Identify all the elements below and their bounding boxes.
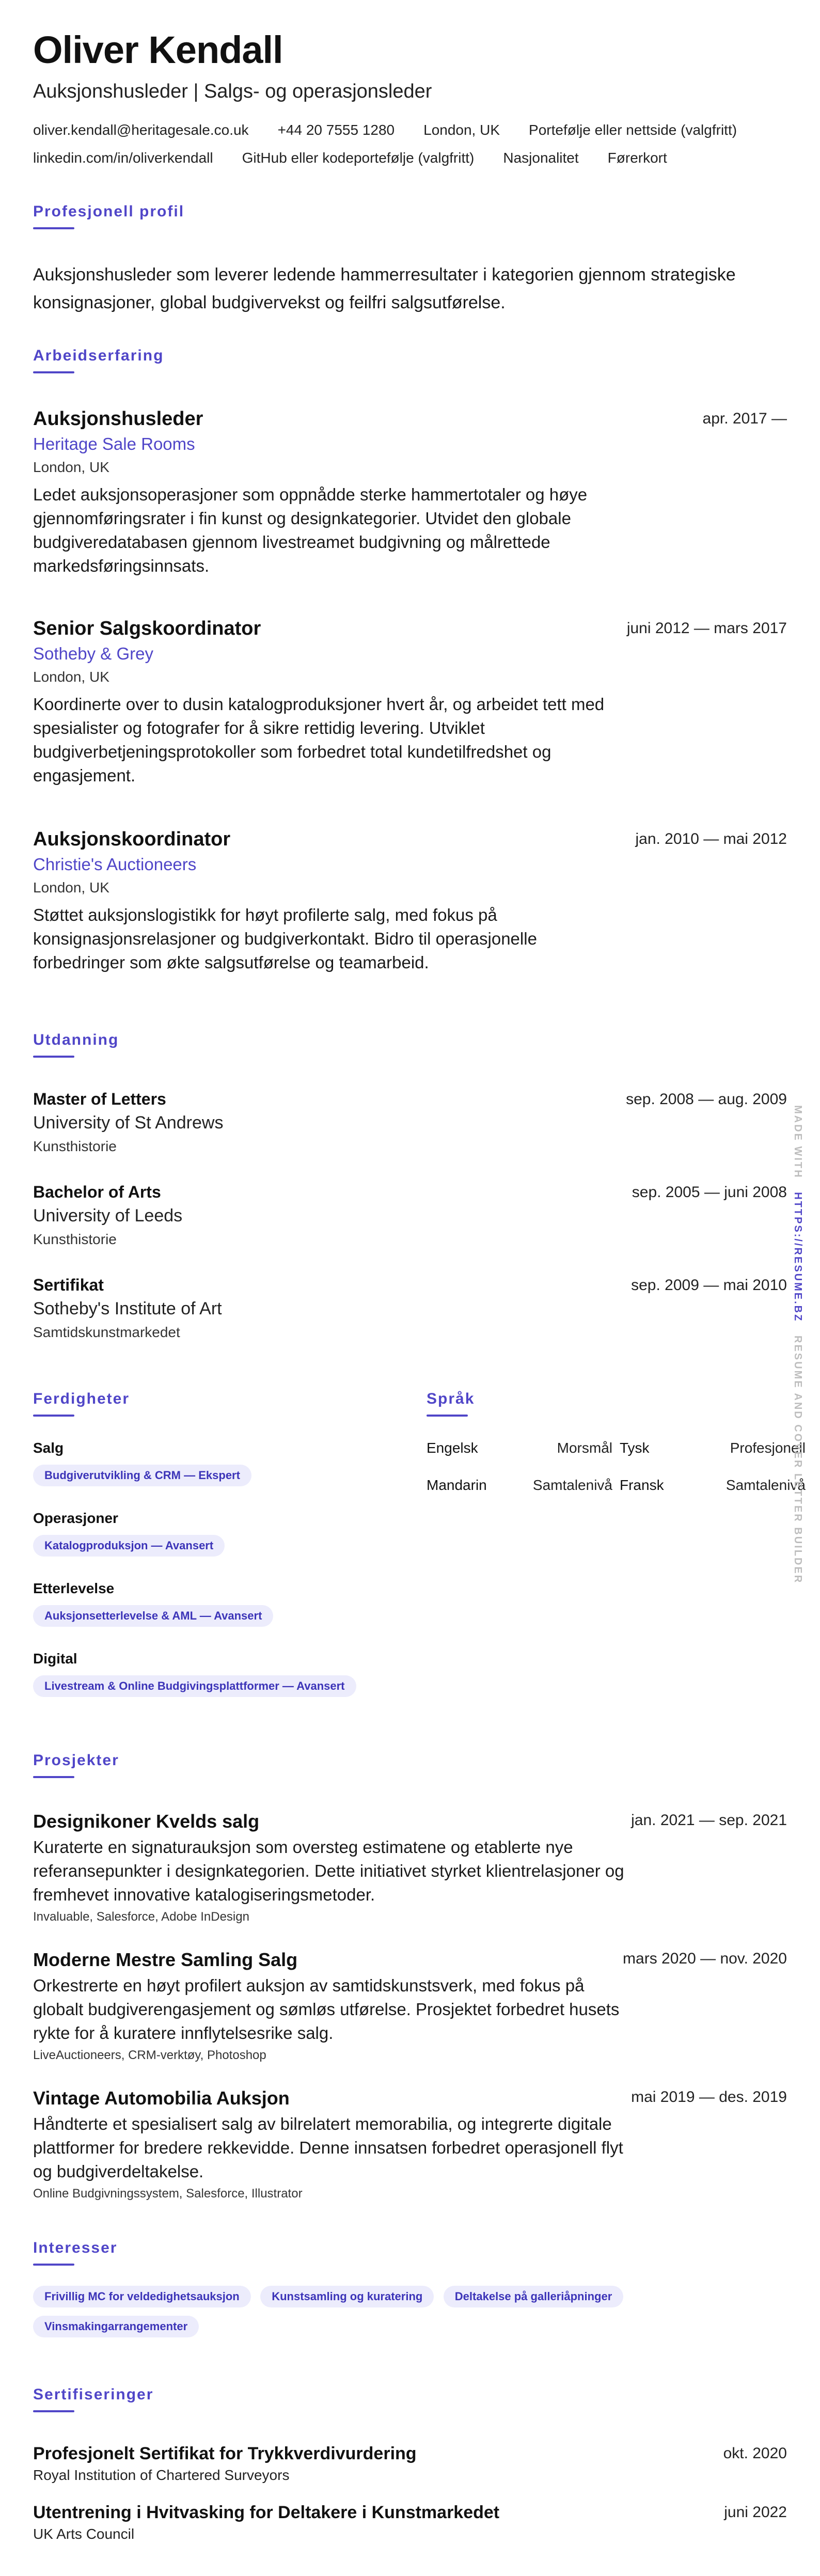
- interest-chip: Deltakelse på galleriåpninger: [444, 2286, 623, 2307]
- made-with-prefix: MADE WITH: [792, 1105, 803, 1179]
- language-item: [427, 1440, 612, 1456]
- study-area: Kunsthistorie: [33, 1138, 117, 1154]
- skill-group: [33, 1651, 415, 1697]
- certification-title: Profesjonelt Sertifikat for Trykkverdivurdering: [33, 2444, 417, 2463]
- section-title-interests: Interesser: [33, 2239, 118, 2256]
- degree-title: Master of Letters: [33, 1090, 166, 1108]
- location-text: London, UK: [423, 122, 500, 138]
- job-title: Auksjonskoordinator: [33, 828, 231, 850]
- section-title-languages: Språk: [427, 1390, 475, 1407]
- language-level: Samtalenivå: [726, 1477, 806, 1493]
- phone-link[interactable]: +44 20 7555 1280: [277, 122, 395, 138]
- section-divider: [33, 2410, 74, 2412]
- project-keywords: Invaluable, Salesforce, Adobe InDesign: [33, 1910, 249, 1924]
- degree-title: Sertifikat: [33, 1276, 104, 1294]
- skill-category: Salg: [33, 1440, 64, 1456]
- job-dates: juni 2012 — mars 2017: [626, 620, 787, 637]
- project-dates: mars 2020 — nov. 2020: [623, 1950, 787, 1967]
- language-name: Mandarin: [427, 1477, 487, 1493]
- skill-category: Operasjoner: [33, 1510, 118, 1526]
- institution-name: Sotheby's Institute of Art: [33, 1299, 222, 1318]
- license-text: Førerkort: [607, 150, 667, 166]
- job-summary: Støttet auksjonslogistikk for høyt profilerte salg, med fokus på konsignasjonsrelasjoner og budgiverkontakt. Bidro til operasjonelle forbedringer som økte salgsutførelse og teamarbeid.: [33, 905, 537, 972]
- project-keywords: Online Budgivningssystem, Salesforce, Illustrator: [33, 2187, 303, 2201]
- github-link[interactable]: GitHub eller kodeportefølje (valgfritt): [242, 150, 475, 166]
- interest-chip: Frivillig MC for veldedighetsauksjon: [33, 2286, 251, 2307]
- skill-chip: Katalogproduksjon — Avansert: [33, 1535, 225, 1557]
- certification-date: okt. 2020: [723, 2445, 787, 2462]
- experience-item: [33, 828, 787, 975]
- section-divider: [33, 1056, 74, 1058]
- job-title: Auksjonshusleder: [33, 408, 203, 430]
- certification-date: juni 2022: [724, 2504, 787, 2521]
- job-location: London, UK: [33, 879, 109, 896]
- project-dates: mai 2019 — des. 2019: [631, 2088, 787, 2106]
- section-title-certifications: Sertifiseringer: [33, 2386, 154, 2403]
- section-divider: [33, 227, 74, 229]
- job-summary: Ledet auksjonsoperasjoner som oppnådde sterke hammertotaler og høye gjennomføringsrater i fin kunst og designkategorier. Utvidet den globale budgiveredatabasen gjennom livestreamet budgivning og målrettede markedsføringsinnsats.: [33, 485, 588, 575]
- project-title: Designikoner Kvelds salg: [33, 1811, 260, 1832]
- degree-title: Bachelor of Arts: [33, 1183, 161, 1201]
- profile-summary: Auksjonshusleder som leverer ledende hammerresultater i kategorien gjennom strategiske konsignasjoner, global budgivervekst og feilfri salgsutførelse.: [33, 265, 736, 312]
- job-title: Senior Salgskoordinator: [33, 618, 261, 639]
- project-summary: Håndterte et spesialisert salg av bilrelatert memorabilia, og integrerte digitale plattformer for bredere rekkevidde. Denne innsatsen forbedret operasjonell flyt og budgiverdeltakelse.: [33, 2114, 623, 2181]
- education-dates: sep. 2009 — mai 2010: [631, 1277, 787, 1294]
- language-item: [620, 1477, 806, 1494]
- contact-row: [33, 150, 787, 166]
- job-dates: apr. 2017 —: [702, 410, 787, 427]
- job-location: London, UK: [33, 669, 109, 685]
- email-link[interactable]: oliver.kendall@heritagesale.co.uk: [33, 122, 249, 138]
- skill-chip: Livestream & Online Budgivingsplattformer — Avansert: [33, 1675, 356, 1697]
- section-divider: [427, 1415, 468, 1417]
- skill-chip: Auksjonsetterlevelse & AML — Avansert: [33, 1605, 273, 1627]
- company-name: Christie's Auctioneers: [33, 855, 197, 874]
- section-title-skills: Ferdigheter: [33, 1390, 130, 1407]
- interests-list: [33, 2277, 787, 2337]
- made-with-note: [792, 1105, 803, 1584]
- language-item: [427, 1477, 612, 1494]
- study-area: Samtidskunstmarkedet: [33, 1324, 180, 1340]
- language-item: [620, 1440, 806, 1456]
- section-divider: [33, 1415, 74, 1417]
- nationality-text: Nasjonalitet: [503, 150, 579, 166]
- institution-name: University of Leeds: [33, 1206, 183, 1226]
- experience-item: [33, 618, 787, 788]
- project-title: Vintage Automobilia Auksjon: [33, 2087, 290, 2109]
- candidate-name: Oliver Kendall: [33, 28, 283, 71]
- education-dates: sep. 2008 — aug. 2009: [626, 1091, 787, 1108]
- section-divider: [33, 1776, 74, 1778]
- certification-issuer: UK Arts Council: [33, 2526, 135, 2542]
- language-name: Fransk: [620, 1477, 664, 1493]
- contact-info: [33, 122, 787, 178]
- company-name: Sotheby & Grey: [33, 644, 153, 663]
- section-title-education: Utdanning: [33, 1031, 119, 1048]
- certification-title: Utentrening i Hvitvasking for Deltakere i Kunstmarkedet: [33, 2503, 500, 2522]
- language-name: Engelsk: [427, 1440, 478, 1456]
- project-summary: Orkestrerte en høyt profilert auksjon av samtidskunstsverk, med fokus på globalt budgiverengasjement og sømløs utførelse. Prosjektet forbedret husets rykte for å kuratere innflytelsesrike salg.: [33, 1976, 620, 2043]
- skill-category: Digital: [33, 1651, 77, 1667]
- made-with-suffix: RESUME AND COVER LETTER BUILDER: [792, 1336, 803, 1584]
- certification-issuer: Royal Institution of Chartered Surveyors: [33, 2467, 290, 2483]
- contact-row: [33, 122, 787, 138]
- education-item: [33, 1090, 787, 1155]
- interest-chip: Vinsmakingarrangementer: [33, 2316, 199, 2337]
- project-keywords: LiveAuctioneers, CRM-verktøy, Photoshop: [33, 2048, 266, 2062]
- language-level: Profesjonell: [730, 1440, 806, 1456]
- project-item: [33, 1811, 787, 1924]
- section-divider: [33, 2264, 74, 2266]
- candidate-headline: Auksjonshusleder | Salgs- og operasjonsleder: [33, 81, 432, 102]
- certification-item: [33, 2444, 787, 2484]
- education-item: [33, 1276, 787, 1341]
- language-name: Tysk: [620, 1440, 650, 1456]
- section-divider: [33, 371, 74, 373]
- institution-name: University of St Andrews: [33, 1113, 224, 1133]
- job-location: London, UK: [33, 459, 109, 475]
- language-level: Samtalenivå: [532, 1477, 612, 1493]
- portfolio-link[interactable]: Portefølje eller nettside (valgfritt): [529, 122, 737, 138]
- project-summary: Kuraterte en signaturauksjon som oversteg estimatene og etablerte nye referansepunkter i designkategorien. Dette initiativet styrket klientrelasjoner og fremhevet innovative katalogiseringsmetoder.: [33, 1837, 624, 1904]
- job-summary: Koordinerte over to dusin katalogproduksjoner hvert år, og arbeidet tett med spesialister og fotografer for å sikre rettidig levering. Utviklet budgiverbetjeningsprotokoller som forbedret total kundetilfredshet og engasjement.: [33, 695, 605, 785]
- company-name: Heritage Sale Rooms: [33, 434, 195, 453]
- linkedin-link[interactable]: linkedin.com/in/oliverkendall: [33, 150, 213, 166]
- skill-chip: Budgiverutvikling & CRM — Ekspert: [33, 1465, 251, 1486]
- skill-category: Etterlevelse: [33, 1580, 115, 1596]
- project-title: Moderne Mestre Samling Salg: [33, 1949, 298, 1970]
- resume-bz-link[interactable]: HTTPS://RESUME.BZ: [792, 1192, 803, 1323]
- job-dates: jan. 2010 — mai 2012: [635, 830, 787, 847]
- section-title-profile: Profesjonell profil: [33, 203, 185, 220]
- section-title-projects: Prosjekter: [33, 1752, 119, 1769]
- language-level: Morsmål: [557, 1440, 612, 1456]
- education-item: [33, 1183, 787, 1248]
- study-area: Kunsthistorie: [33, 1231, 117, 1247]
- certification-item: [33, 2503, 787, 2542]
- project-item: [33, 2087, 787, 2201]
- skill-group: [33, 1510, 415, 1557]
- education-dates: sep. 2005 — juni 2008: [632, 1184, 787, 1201]
- skill-group: [33, 1440, 415, 1486]
- interest-chip: Kunstsamling og kuratering: [260, 2286, 434, 2307]
- experience-item: [33, 408, 787, 578]
- skill-group: [33, 1580, 415, 1627]
- section-title-experience: Arbeidserfaring: [33, 347, 164, 364]
- project-dates: jan. 2021 — sep. 2021: [631, 1812, 787, 1829]
- project-item: [33, 1949, 787, 2063]
